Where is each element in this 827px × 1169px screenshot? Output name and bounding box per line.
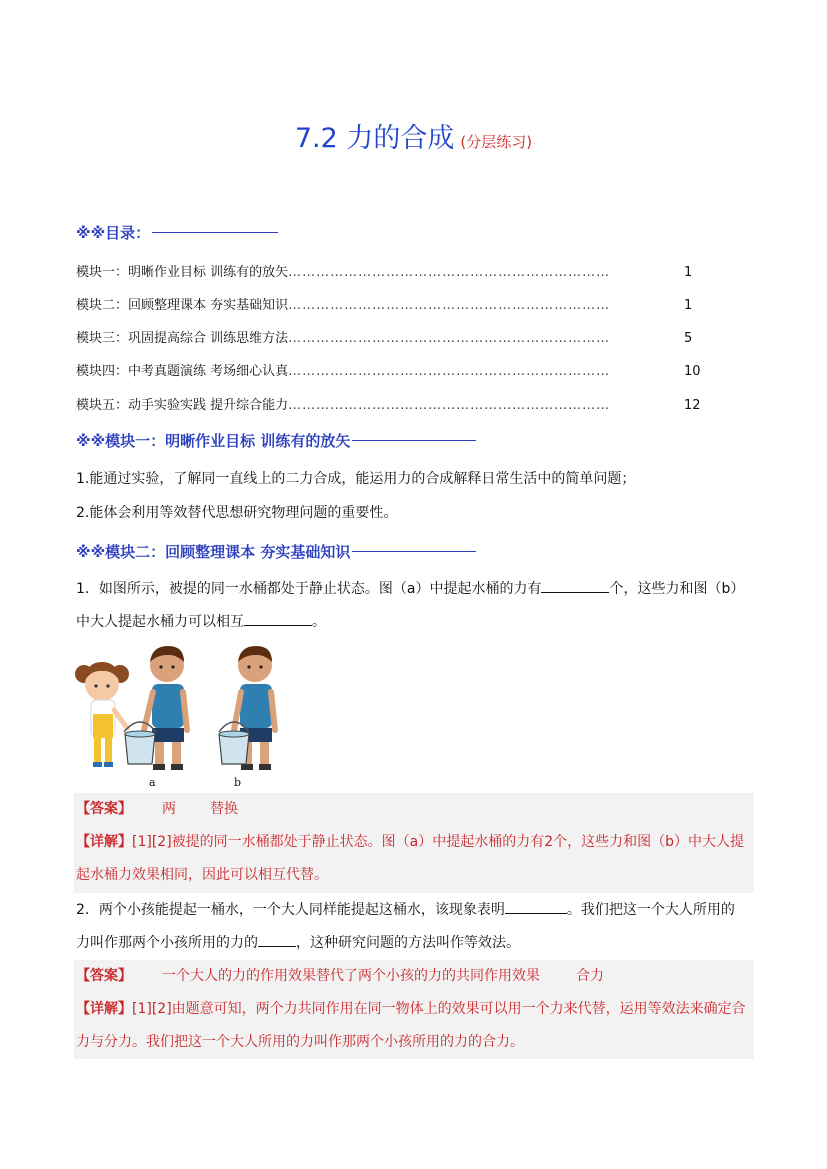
q1-text: 个，这些力和图（b） [609, 581, 745, 597]
q2-blank-2[interactable] [258, 932, 296, 947]
q1-answer-box [74, 793, 754, 893]
toc-leader-dots: …………………………………………………………… [288, 331, 611, 346]
q1-blank-1[interactable] [541, 578, 609, 593]
question-1-line-1 [76, 573, 756, 606]
title-main: 7.2 力的合成 [294, 123, 455, 154]
figure-kids-bucket [72, 640, 287, 795]
toc-item[interactable] [76, 394, 710, 413]
question-2-line-2 [76, 927, 756, 960]
toc-item-label: 模块二：回顾整理课本 夯实基础知识 [76, 298, 289, 313]
q2-text: 力叫作那两个小孩所用的力的 [76, 935, 258, 951]
q2-answer-box [74, 960, 754, 1059]
module2-heading-text: ※※模块二：回顾整理课本 夯实基础知识 [76, 543, 351, 561]
toc-leader-dots: …………………………………………………………… [288, 364, 611, 379]
toc-item-label: 模块五：动手实验实践 提升综合能力 [76, 398, 289, 413]
q1-answer-line [74, 793, 754, 826]
toc-item-page: 10 [684, 364, 701, 379]
module2-heading-rule [352, 551, 476, 552]
q2-answer-1: 一个大人的力的作用效果替代了两个小孩的力的共同作用效果 [162, 968, 540, 984]
toc-item-page: 1 [684, 298, 693, 313]
q2-answer-2: 合力 [576, 968, 604, 984]
module2-heading [76, 541, 476, 562]
toc-item[interactable] [76, 327, 710, 346]
toc-heading-text: ※※目录： [76, 224, 151, 242]
toc-item[interactable] [76, 261, 710, 280]
goal-item: 1.能通过实验，了解同一直线上的二力合成，能运用力的合成解释日常生活中的简单问题； [76, 471, 636, 487]
q1-answer-1: 两 [162, 801, 176, 817]
figure-label-a: a [149, 776, 156, 789]
q2-answer-line [74, 960, 754, 993]
q2-text: 2．两个小孩能提起一桶水，一个大人同样能提起这桶水，该现象表明 [76, 902, 505, 918]
toc-heading [76, 222, 278, 243]
detail-tag: 【详解】 [76, 834, 132, 850]
q1-detail [74, 826, 754, 892]
q1-blank-2[interactable] [244, 611, 312, 626]
toc-item[interactable] [76, 360, 710, 379]
toc-item-page: 5 [684, 331, 693, 346]
answer-tag: 【答案】 [76, 968, 132, 984]
module1-heading-text: ※※模块一：明晰作业目标 训练有的放矢 [76, 432, 351, 450]
q2-blank-1[interactable] [505, 899, 567, 914]
q1-text: 中大人提起水桶力可以相互 [76, 614, 244, 630]
module1-heading-rule [352, 440, 476, 441]
toc-heading-rule [152, 232, 278, 233]
q2-text: ，这种研究问题的方法叫作等效法。 [296, 935, 520, 951]
toc-item-label: 模块一：明晰作业目标 训练有的放矢 [76, 265, 289, 280]
girl-figure [75, 662, 129, 767]
toc-leader-dots: …………………………………………………………… [288, 398, 611, 413]
q2-text: 。我们把这一个大人所用的 [566, 902, 735, 918]
toc-item-label: 模块四：中考真题演练 考场细心认真 [76, 364, 289, 379]
question-1-line-2 [76, 606, 756, 639]
q1-text: 1．如图所示，被提的同一水桶都处于静止状态。图（a）中提起水桶的力有 [76, 581, 542, 597]
figure-label-b: b [234, 776, 242, 789]
toc-item-page: 1 [684, 265, 693, 280]
toc-leader-dots: …………………………………………………………… [288, 265, 611, 280]
q1-answer-2: 替换 [210, 801, 238, 817]
q2-detail [74, 993, 754, 1059]
page-title [0, 116, 827, 155]
module1-heading [76, 430, 476, 451]
toc-item-page: 12 [684, 398, 701, 413]
toc-leader-dots: …………………………………………………………… [288, 298, 611, 313]
answer-tag: 【答案】 [76, 801, 132, 817]
toc-item-label: 模块三：巩固提高综合 训练思维方法 [76, 331, 289, 346]
title-sub: (分层练习) [460, 133, 533, 151]
detail-tag: 【详解】 [76, 1001, 132, 1017]
q2-detail-text: [1][2]由题意可知，两个力共同作用在同一物体上的效果可以用一个力来代替，运用等效法来确定合力与分力。我们把这一个大人所用的力叫作那两个小孩所用的力的合力。 [76, 1001, 746, 1050]
q1-text: 。 [312, 614, 326, 630]
toc-item[interactable] [76, 294, 710, 313]
figure-illustration [72, 640, 287, 795]
goal-item: 2.能体会利用等效替代思想研究物理问题的重要性。 [76, 505, 398, 521]
question-2-line-1 [76, 894, 756, 927]
q1-detail-text: [1][2]被提的同一水桶都处于静止状态。图（a）中提起水桶的力有2个，这些力和图（b）中大人提起水桶力效果相同，因此可以相互代替。 [76, 834, 745, 883]
